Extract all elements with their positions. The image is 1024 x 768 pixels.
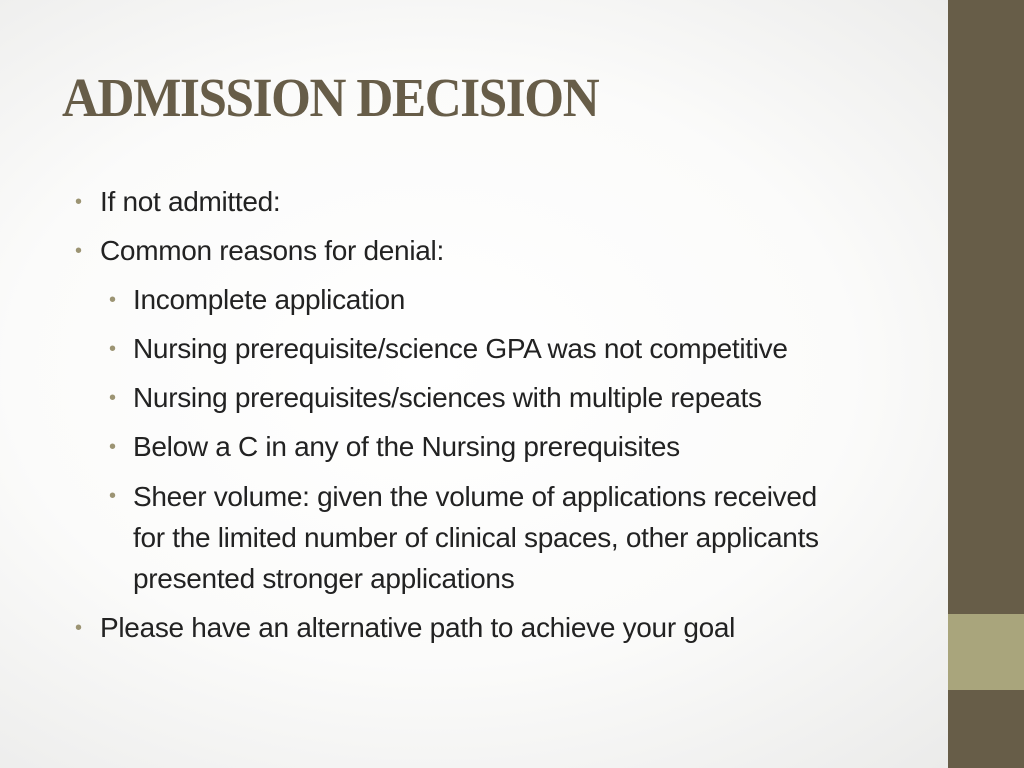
- bullet-dot-icon: •: [109, 289, 116, 311]
- sub-bullet-text: Below a C in any of the Nursing prerequisites: [133, 431, 680, 462]
- bullet-text: If not admitted:: [100, 186, 281, 217]
- sub-bullet-text: Sheer volume: given the volume of applications received for the limited number of clinical spaces, other applicants presented stronger applications: [133, 481, 819, 594]
- bullet-dot-icon: •: [109, 338, 116, 360]
- sub-bullet-text: Incomplete application: [133, 284, 406, 315]
- bullet-text: Please have an alternative path to achieve your goal: [100, 612, 736, 643]
- bullet-item: [72, 231, 932, 271]
- bullet-item: [72, 608, 932, 648]
- bullet-dot-icon: •: [75, 191, 82, 213]
- bullet-list: [72, 182, 932, 648]
- bullet-dot-icon: •: [75, 240, 82, 262]
- slide-body: [72, 182, 932, 657]
- bullet-dot-icon: •: [75, 617, 82, 639]
- bullet-dot-icon: •: [109, 387, 116, 409]
- bullet-item: [72, 182, 932, 222]
- sub-bullet-item: [106, 280, 932, 320]
- bullet-dot-icon: •: [109, 485, 116, 507]
- sub-bullet-item: [106, 378, 932, 418]
- bullet-dot-icon: •: [109, 436, 116, 458]
- side-accent-block: [948, 614, 1024, 690]
- sub-bullet-text: Nursing prerequisite/science GPA was not competitive: [133, 333, 788, 364]
- slide-title: ADMISSION DECISION: [62, 67, 599, 128]
- sub-bullet-item: [106, 476, 853, 599]
- bullet-text: Common reasons for denial:: [100, 235, 444, 266]
- sub-bullet-item: [106, 427, 932, 467]
- sub-bullet-item: [106, 329, 932, 369]
- sub-bullet-text: Nursing prerequisites/sciences with multiple repeats: [133, 382, 762, 413]
